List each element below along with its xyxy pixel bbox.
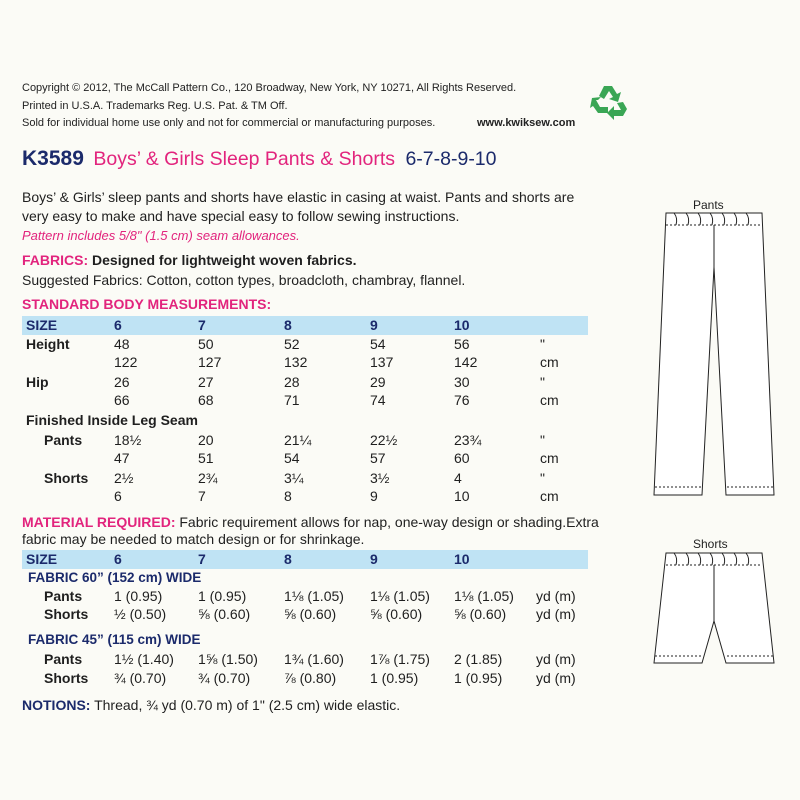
measurements-table — [22, 336, 602, 506]
table-cell: 26 — [114, 374, 130, 390]
description — [22, 188, 602, 245]
size-8: 8 — [284, 551, 292, 567]
unit-cm: cm — [540, 450, 559, 466]
pattern-sizes: 6-7-8-9-10 — [405, 148, 497, 170]
unit-yd: yd (m) — [536, 606, 576, 622]
fabrics-section — [22, 250, 465, 290]
pants-label: Pants — [44, 651, 83, 667]
table-cell: 8 — [284, 488, 292, 504]
table-cell: ⅝ (0.60) — [454, 606, 507, 622]
table-cell: 1⅝ (1.50) — [198, 651, 258, 667]
size-7: 7 — [198, 317, 206, 333]
table-cell: 2 (1.85) — [454, 651, 503, 667]
material-label: MATERIAL REQUIRED: — [22, 514, 176, 530]
table-cell: 2¾ — [198, 470, 218, 486]
table-cell: 1 (0.95) — [198, 588, 247, 604]
shorts-label: Shorts — [44, 470, 89, 486]
table-cell: 127 — [198, 354, 222, 370]
table-cell: ½ (0.50) — [114, 606, 167, 622]
table-cell: ¾ (0.70) — [114, 670, 167, 686]
unit-in: " — [540, 432, 545, 448]
printed-line: Printed in U.S.A. Trademarks Reg. U.S. Pat. & TM Off. — [22, 99, 288, 112]
table-cell: 23¾ — [454, 432, 482, 448]
unit-in: " — [540, 374, 545, 390]
table-cell: 28 — [284, 374, 300, 390]
table-cell: 10 — [454, 488, 470, 504]
table-cell: 122 — [114, 354, 138, 370]
material-table — [22, 570, 602, 692]
table-cell: 71 — [284, 392, 300, 408]
unit-cm: cm — [540, 354, 559, 370]
inseam-label: Finished Inside Leg Seam — [26, 412, 198, 428]
fabrics-suggested: Suggested Fabrics: Cotton, cotton types, broadcloth, chambray, flannel. — [22, 272, 466, 288]
recycle-icon — [590, 80, 630, 120]
fabric45-label: FABRIC 45” (115 cm) WIDE — [28, 632, 201, 647]
table-cell: 9 — [370, 488, 378, 504]
table-cell: 1½ (1.40) — [114, 651, 174, 667]
table-cell: 30 — [454, 374, 470, 390]
table-cell: 2½ — [114, 470, 134, 486]
table-cell: 76 — [454, 392, 470, 408]
hip-label: Hip — [26, 374, 49, 390]
size-6: 6 — [114, 551, 122, 567]
table-cell: 1 (0.95) — [114, 588, 163, 604]
size-label: SIZE — [26, 317, 58, 333]
unit-cm: cm — [540, 392, 559, 408]
pattern-title-line — [22, 147, 497, 171]
table-cell: 51 — [198, 450, 214, 466]
pants-label: Pants — [44, 588, 83, 604]
shorts-figure-label: Shorts — [693, 537, 728, 551]
website-link[interactable]: www.kwiksew.com — [477, 117, 576, 129]
table-cell: 60 — [454, 450, 470, 466]
table-cell: 22½ — [370, 432, 398, 448]
table-cell: ¾ (0.70) — [198, 670, 251, 686]
seam-allowance-note: Pattern includes 5/8" (1.5 cm) seam allowances. — [22, 228, 300, 243]
table-cell: ⅝ (0.60) — [284, 606, 337, 622]
unit-in: " — [540, 470, 545, 486]
pattern-title: Boys’ & Girls Sleep Pants & Shorts — [93, 148, 395, 170]
measurements-size-bar — [22, 316, 588, 335]
shorts-label: Shorts — [44, 606, 89, 622]
table-cell: 56 — [454, 336, 470, 352]
table-cell: ⅝ (0.60) — [370, 606, 423, 622]
table-cell: 47 — [114, 450, 130, 466]
table-cell: 57 — [370, 450, 386, 466]
table-cell: 1⅛ (1.05) — [370, 588, 430, 604]
measurements-heading: STANDARD BODY MEASUREMENTS: — [22, 296, 272, 312]
copyright-line: Copyright © 2012, The McCall Pattern Co., 120 Broadway, New York, NY 10271, All Rights Reserved. — [22, 82, 517, 94]
table-cell: 29 — [370, 374, 386, 390]
table-cell: 1¾ (1.60) — [284, 651, 344, 667]
pants-label: Pants — [44, 432, 83, 448]
table-cell: 137 — [370, 354, 394, 370]
size-10: 10 — [454, 551, 470, 567]
table-cell: 3½ — [370, 470, 390, 486]
table-cell: 20 — [198, 432, 214, 448]
unit-yd: yd (m) — [536, 588, 576, 604]
table-cell: 132 — [284, 354, 308, 370]
table-cell: 1⅞ (1.75) — [370, 651, 430, 667]
size-10: 10 — [454, 317, 470, 333]
table-cell: 68 — [198, 392, 214, 408]
unit-yd: yd (m) — [536, 670, 576, 686]
table-cell: 1 (0.95) — [454, 670, 503, 686]
table-cell: 18½ — [114, 432, 142, 448]
table-cell: ⅝ (0.60) — [198, 606, 251, 622]
fabrics-designed: Designed for lightweight woven fabrics. — [92, 252, 357, 268]
unit-yd: yd (m) — [536, 651, 576, 667]
table-cell: 21¼ — [284, 432, 312, 448]
pattern-code: K3589 — [22, 147, 84, 170]
table-cell: 3¼ — [284, 470, 304, 486]
size-8: 8 — [284, 317, 292, 333]
table-cell: 4 — [454, 470, 462, 486]
height-label: Height — [26, 336, 70, 352]
table-cell: 6 — [114, 488, 122, 504]
table-cell: 50 — [198, 336, 214, 352]
material-size-bar — [22, 550, 588, 569]
pants-drawing — [650, 205, 780, 505]
shorts-drawing — [650, 545, 780, 675]
table-cell: 54 — [284, 450, 300, 466]
notions — [22, 697, 400, 713]
pants-figure-label: Pants — [693, 198, 724, 212]
table-cell: 66 — [114, 392, 130, 408]
table-cell: 7 — [198, 488, 206, 504]
table-cell: 142 — [454, 354, 478, 370]
fabrics-label: FABRICS: — [22, 252, 89, 268]
shorts-label: Shorts — [44, 670, 89, 686]
material-section — [22, 514, 602, 548]
material-text: Fabric requirement allows for nap, one-way design or shading.Extra fabric may be needed to match design or for shrinkage. — [22, 514, 599, 547]
table-cell: 74 — [370, 392, 386, 408]
size-9: 9 — [370, 551, 378, 567]
table-cell: 48 — [114, 336, 130, 352]
fabric60-label: FABRIC 60” (152 cm) WIDE — [28, 570, 202, 585]
table-cell: 1⅛ (1.05) — [284, 588, 344, 604]
notions-label: NOTIONS: — [22, 697, 91, 713]
table-cell: 27 — [198, 374, 214, 390]
description-text: Boys’ & Girls’ sleep pants and shorts have elastic in casing at waist. Pants and shorts are very easy to make and have special easy to follow sewing instructions. — [22, 189, 575, 224]
unit-in: " — [540, 336, 545, 352]
unit-cm: cm — [540, 488, 559, 504]
table-cell: 54 — [370, 336, 386, 352]
notions-text: Thread, ¾ yd (0.70 m) of 1" (2.5 cm) wide elastic. — [90, 697, 401, 713]
size-6: 6 — [114, 317, 122, 333]
size-9: 9 — [370, 317, 378, 333]
size-label: SIZE — [26, 551, 58, 567]
sold-line: Sold for individual home use only and not for commercial or manufacturing purposes. — [22, 117, 436, 129]
table-cell: ⅞ (0.80) — [284, 670, 337, 686]
copyright-block — [22, 80, 576, 133]
table-cell: 1⅛ (1.05) — [454, 588, 514, 604]
size-7: 7 — [198, 551, 206, 567]
table-cell: 52 — [284, 336, 300, 352]
table-cell: 1 (0.95) — [370, 670, 419, 686]
